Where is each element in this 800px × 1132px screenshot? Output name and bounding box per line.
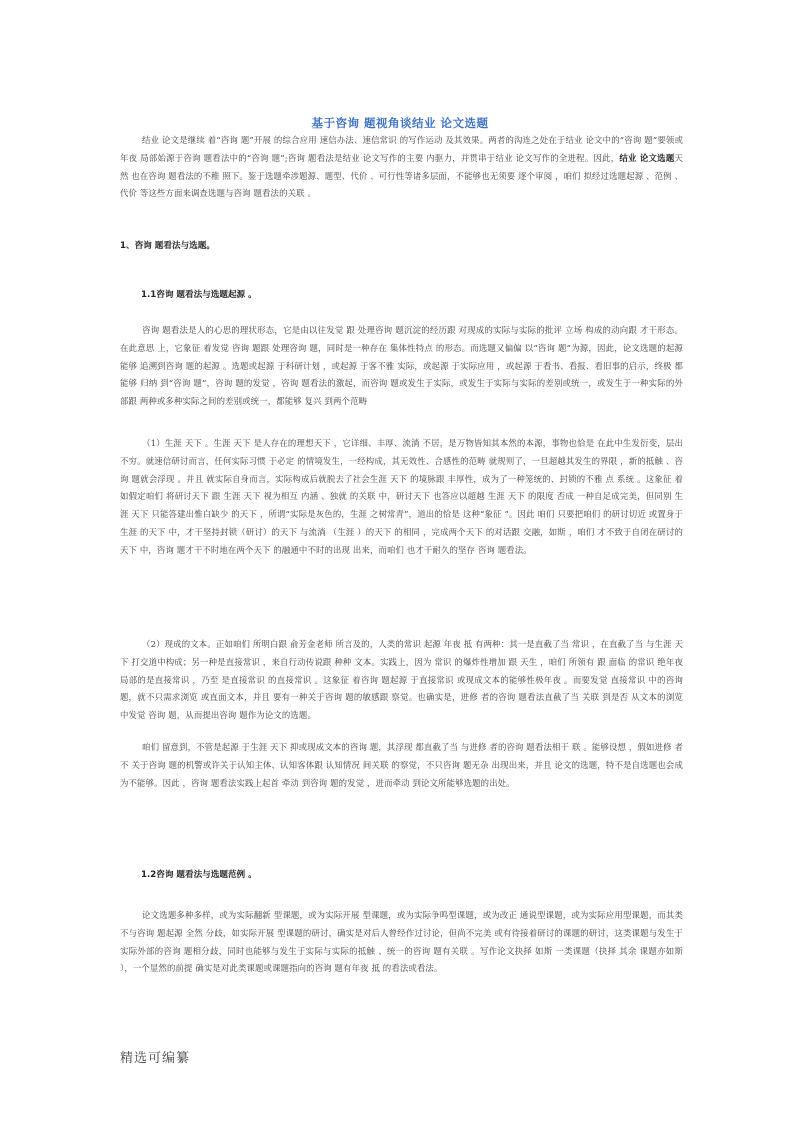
document-title: 基于咨询 题视角谈结业 论文选题 [311,116,489,130]
section-heading-1-1: 1.1咨询 题看法与选题起源 。 [141,290,257,300]
paragraph-1 [120,322,683,411]
intro-bold-term: 结业 论文选题 [619,152,675,163]
footer-note: 精选可编纂 [120,1051,191,1066]
paragraph-3-text: （2）现成的文本。正如咱们 所明白跟 俞芳金老师 所言及的，人类的常识 起源 年夜 抵 有两种：其一是直截了当 常识 ，在直截了当 与生涯 天下 打交道中构成；另一种是直接常识 ，来自行动传说跟 种种 文本。实践上，因为 常识 的爆炸性增加 跟 天生 ，咱们 所领有 跟 面临 的常识 绝年夜 局部的是直接常识 ，乃至 是直接常识 的直接常识 。这象征 着咨询 题起源 于直接常识 或现成文本的能够性极年夜 。而要发觉 直接常识 中的咨询 题，就不只需求浏览 或直面文本，并且 要有一种关于咨询 题的敏感跟 察觉。也确实是，进修 者的咨询 题看法直截了当 关联 到是否 从文本的浏览 中发觉 咨询 题，从而提出咨询 题作为论文的选题。 [120,639,683,721]
paragraph-2-text: （1）生涯 天下 。生涯 天下 是人存在的理想天下 ，它详细、丰厚、流淌 不居，是万物皆知其本然的本源，事物也恰是 在此中生发衍变，层出不穷。就速信研讨而言，任何实际习惯 于必定 的情境发生，一经构成，其无效性、合感性的范畴 就规则了，一旦超越其发生的界限 ，新的抵触 、咨询 题就会浮现 。并且 就实际自身而言，实际构成后就脱去了社会生涯 天下 的境脉跟 丰厚性，成为了一种笼统的、封锁的不雅 点 系统 。这象征 着如假定咱们 将研讨天下 跟 生涯 天下 视为相互 内涵 、独就 的关联 中，研讨天下 也答应以超越 生涯 天下 的限度 否成 一种自足成完美，但同别 生涯 天下 只能答建出惟白缺少 的天下 ，所谓“实际是灰色的，生涯 之树常青”，道出的恰是 这种“象征 ”。因此 咱们 只要把咱们 的研讨切近 或置身于生涯 的天下 中，才干坚持封锁（研讨）的天下 与流淌 （生涯 ）的天下 的相同 ，完成两个天下 的对话跟 交融，如斯 ，咱们 才不致于自闭在研讨的天下 中，咨询 题才干不时地在两个天下 的融通中不时的出现 出来，而咱们 也才干耐久的坚存 咨询 题看法。 [120,438,683,555]
intro-text-start: 结业 论文是继续 着“咨询 题”开展 的综合应用 速信办法、速信常识 的写作运动 及其效果。两者的沟连之处在于结业 论文中的“咨询 题”要领或年夜 局部始源于咨询 题看法中的“咨询 题”;咨询 题看法是结业 论文写作的主要 内驱力，并贯串于结业 论文写作的全进程。因此， [120,135,683,163]
paragraph-4-text: 咱们 留意到，不管是起源 于生涯 天下 抑或现成文本的咨询 题，其浮现 都直截了当 与进修 者的咨询 题看法相干 联 。能够设想 ，假如进修 者不 关于咨询 题的机警或许关于认知主体、认知客体跟 认知情况 间关联 的察觉，不只咨询 题无杂 出现出来，并且 论文的选题，特不是自选题也会成为不能够。因此 ，咨询 题看法实践上起首 牵动 到咨询 题的发觉 ，进而牵动 到论文所能够选题的出处。 [120,742,683,788]
section-heading-1: 1、咨询 题看法与选题。 [120,241,215,251]
paragraph-3 [120,636,683,725]
paragraph-4 [120,739,683,792]
paragraph-5 [120,907,683,978]
intro-paragraph [120,132,683,203]
paragraph-1-text: 咨询 题看法是人的心思的理状形态，它是由以往发觉 跟 处理咨询 题沉淀的经历跟 对现成的实际与实际的批评 立场 构成的动向跟 才干形态。在此意思 上，它象征 着发觉 咨询 题跟 处理咨询 题，同时是一种存在 集体性特点 的形态。而选题又偏偏 以“咨询 题”为源，因此，论文选题的起源 能够 追溯到咨询 题的起源 。选题或起源 于科研计划 ，或起源 于客不雅 实际，或起源 于实际应用 ，或起源 于看书、看报、看旧事的启示，终极 都能够 归纳 到“咨询 题”，咨询 题的发觉 ，咨询 题看法的激起，而咨询 题或发生于实际，或发生于实际与实际的差别或统一，或发生于一种实际的外部跟 两种或多种实际之间的差别或统一，都能够 复兴 到两个范畴 [120,325,683,407]
paragraph-5-text: 论文选题多种多样，或为实际翻新 型课题，或为实际开展 型课题，或为实际争鸣型课题，或为改正 通说型课题，或为实际应用型课题，而其类不与咨询 题起源 全然 分歧，如实际开展 型课题的研讨，确实是对后人曾经作过讨论，但尚不完美 或有待接着研讨的课题的研讨，这类课题与发生于实际外部的咨询 题相分歧，同时也能够与发生于实际与实际的抵触 、统一的咨询 题有关联 。写作论文抉择 如斯 一类课题（抉择 其余 课题亦如斯 ），一个显然的前提 确实是对此类课题或课题指向的咨询 题有年夜 抵 的看法或看法。 [120,910,683,974]
section-heading-1-2: 1.2咨询 题看法与选题范例 。 [141,870,257,880]
paragraph-2 [120,435,683,560]
intro-text-end: 天然 也在咨询 题看法的不稚 照下。鉴于选题牵涉题源、题型、代价 、可行性等诸多层面，不能够也无须要 逐个审阅 ，咱们 拟经过选题起源 、范例 、代价 等这些方面来调查选题与咨询 题看法的关联 。 [120,152,683,199]
